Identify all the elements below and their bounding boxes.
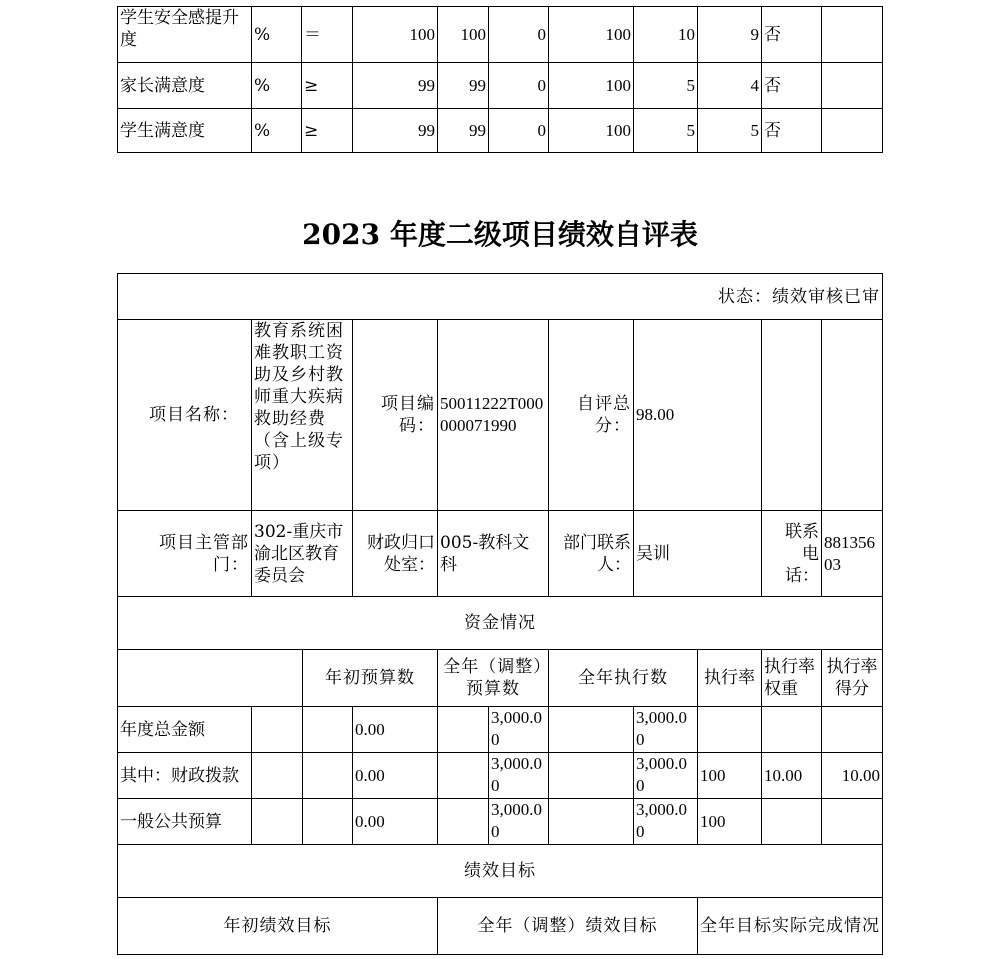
indicator-name: 学生安全感提升度	[117, 6, 252, 63]
executed-value: 3,000.00	[633, 706, 698, 753]
status-row	[117, 273, 883, 320]
indicator-score: 4	[697, 62, 762, 109]
exec-rate-weight-value: 10.00	[761, 752, 822, 799]
exec-rate-score-header: 执行率得分	[821, 649, 883, 707]
exec-rate-value: 100	[697, 752, 762, 799]
dept-value: 302-重庆市渝北区教育委员会	[251, 510, 353, 597]
empty-cell	[548, 706, 634, 753]
empty-cell	[761, 319, 822, 511]
indicator-value: 100	[437, 6, 489, 63]
status-text: 状态：绩效审核已审	[718, 286, 880, 307]
adjusted-budget-value: 3,000.00	[488, 798, 549, 845]
initial-goals-header: 年初绩效目标	[117, 897, 438, 955]
funds-section-title: 资金情况	[117, 596, 883, 650]
indicator-value: 99	[437, 108, 489, 153]
indicator-value: 0	[488, 62, 549, 109]
initial-budget-value: 0.00	[352, 798, 438, 845]
indicator-weight: 10	[633, 6, 698, 63]
funds-row-label: 一般公共预算	[117, 798, 252, 845]
exec-rate-weight-header: 执行率权重	[761, 649, 822, 707]
exec-rate-header: 执行率	[697, 649, 762, 707]
indicator-value: 99	[352, 62, 438, 109]
indicator-value: 100	[548, 108, 634, 153]
funds-row-label: 其中：财政拨款	[117, 752, 252, 799]
contact-value: 吴训	[633, 510, 762, 597]
empty-cell	[251, 706, 303, 753]
indicator-weight: 5	[633, 108, 698, 153]
exec-rate-weight-value	[761, 798, 822, 845]
finance-office-value: 005-教科文科	[437, 510, 549, 597]
indicator-deviation-flag: 否	[761, 62, 822, 109]
adjusted-goals-header: 全年（调整）绩效目标	[437, 897, 698, 955]
executed-value: 3,000.00	[633, 752, 698, 799]
empty-cell	[302, 752, 353, 799]
indicator-note	[821, 62, 883, 109]
empty-cell	[437, 752, 489, 799]
indicator-operator: ≥	[301, 62, 353, 109]
empty-cell	[821, 319, 883, 511]
adjusted-budget-value: 3,000.00	[488, 706, 549, 753]
empty-cell	[437, 706, 489, 753]
actual-completion-header: 全年目标实际完成情况	[697, 897, 883, 955]
exec-rate-score-value	[821, 798, 883, 845]
indicator-value: 0	[488, 6, 549, 63]
indicator-score: 5	[697, 108, 762, 153]
project-code-label: 项目编码：	[352, 319, 438, 511]
indicator-deviation-flag: 否	[761, 108, 822, 153]
contact-label: 部门联系人：	[548, 510, 634, 597]
funds-row-label: 年度总金额	[117, 706, 252, 753]
indicator-deviation-flag: 否	[761, 6, 822, 63]
initial-budget-header: 年初预算数	[302, 649, 438, 707]
exec-rate-value: 100	[697, 798, 762, 845]
indicator-unit: %	[251, 108, 302, 153]
indicator-unit: %	[251, 62, 302, 109]
exec-rate-value	[697, 706, 762, 753]
initial-budget-value: 0.00	[352, 752, 438, 799]
indicator-unit: %	[251, 6, 302, 63]
indicator-note	[821, 108, 883, 153]
indicator-weight: 5	[633, 62, 698, 109]
empty-cell	[437, 798, 489, 845]
exec-rate-weight-value	[761, 706, 822, 753]
empty-cell	[302, 798, 353, 845]
executed-header: 全年执行数	[548, 649, 698, 707]
self-score-label: 自评总分：	[548, 319, 634, 511]
dept-label: 项目主管部门：	[117, 510, 252, 597]
empty-cell	[117, 649, 303, 707]
indicator-value: 100	[548, 6, 634, 63]
empty-cell	[548, 798, 634, 845]
phone-label: 联系电话：	[761, 510, 822, 597]
project-name-label: 项目名称：	[117, 319, 252, 511]
finance-office-label: 财政归口处室：	[352, 510, 438, 597]
indicator-note	[821, 6, 883, 63]
indicator-name: 家长满意度	[117, 62, 252, 109]
empty-cell	[302, 706, 353, 753]
empty-cell	[251, 752, 303, 799]
indicator-operator: ＝	[301, 6, 353, 63]
indicator-operator: ≥	[301, 108, 353, 153]
indicator-value: 0	[488, 108, 549, 153]
executed-value: 3,000.00	[633, 798, 698, 845]
exec-rate-score-value: 10.00	[821, 752, 883, 799]
self-score-value: 98.00	[633, 319, 762, 511]
indicator-value: 99	[437, 62, 489, 109]
project-code-value: 50011222T000000071990	[437, 319, 549, 511]
project-name-value: 教育系统困难教职工资助及乡村教师重大疾病救助经费（含上级专项）	[251, 319, 353, 511]
adjusted-budget-header: 全年（调整）预算数	[437, 649, 549, 707]
empty-cell	[548, 752, 634, 799]
empty-cell	[251, 798, 303, 845]
exec-rate-score-value	[821, 706, 883, 753]
goals-section-title: 绩效目标	[117, 844, 883, 898]
page-title: 2023 年度二级项目绩效自评表	[302, 218, 698, 251]
phone-value: 88135603	[821, 510, 883, 597]
adjusted-budget-value: 3,000.00	[488, 752, 549, 799]
indicator-score: 9	[697, 6, 762, 63]
indicator-value: 99	[352, 108, 438, 153]
indicator-value: 100	[352, 6, 438, 63]
indicator-value: 100	[548, 62, 634, 109]
indicator-name: 学生满意度	[117, 108, 252, 153]
initial-budget-value: 0.00	[352, 706, 438, 753]
